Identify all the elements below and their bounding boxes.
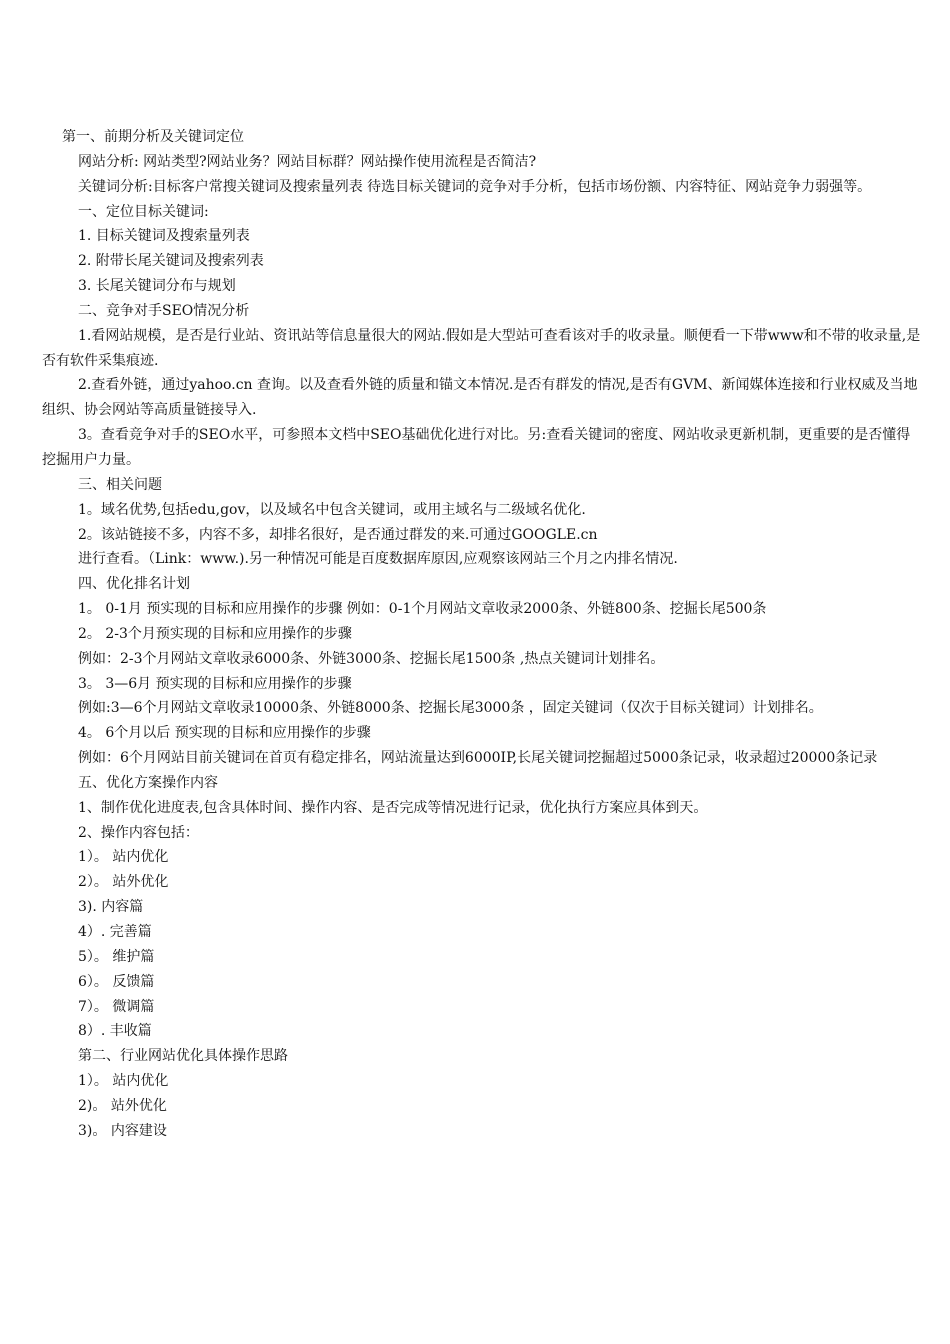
paragraph: 4）. 完善篇 xyxy=(78,924,152,940)
paragraph: 2.查看外链，通过yahoo.cn 查询。以及查看外链的质量和锚文本情况.是否有群发的情况,是否有GVM、新闻媒体连接和行业权威及当地组织、协会网站等高质量链接导入. xyxy=(42,377,918,419)
paragraph: 4。 6个月以后 预实现的目标和应用操作的步骤 xyxy=(78,725,371,742)
paragraph: 1.看网站规模，是否是行业站、资讯站等信息量很大的网站.假如是大型站可查看该对手的收录量。顺便看一下带www和不带的收录量,是否有软件采集痕迹. xyxy=(42,327,921,369)
paragraph: 1）。 站内优化 xyxy=(78,849,169,866)
paragraph: 五、优化方案操作内容 xyxy=(78,774,218,791)
paragraph: 例如：6个月网站目前关键词在首页有稳定排名，网站流量达到6000IP,长尾关键词挖掘超过5000条记录，收录超过20000条记录 xyxy=(78,750,878,767)
document-body xyxy=(42,125,922,1144)
paragraph: 3。查看竞争对手的SEO水平，可参照本文档中SEO基础优化进行对比。另:查看关键词的密度、网站收录更新机制，更重要的是否懂得挖掘用户力量。 xyxy=(42,427,911,468)
paragraph: 5）。 维护篇 xyxy=(78,948,155,965)
paragraph: 第二、行业网站优化具体操作思路 xyxy=(78,1048,288,1065)
paragraph: 1。 0-1月 预实现的目标和应用操作的步骤 例如：0-1个月网站文章收录2000条、外链800条、挖掘长尾500条 xyxy=(78,601,767,618)
paragraph: 三、相关问题 xyxy=(78,476,162,493)
paragraph: 2. 附带长尾关键词及搜索列表 xyxy=(78,253,264,270)
paragraph: 1、制作优化进度表,包含具体时间、操作内容、是否完成等情况进行记录，优化执行方案应具体到天。 xyxy=(78,799,708,816)
paragraph: 3)。 内容建设 xyxy=(78,1122,167,1139)
paragraph: 2、操作内容包括： xyxy=(78,824,199,841)
paragraph: 1. 目标关键词及搜索量列表 xyxy=(78,228,250,245)
paragraph: 3. 长尾关键词分布与规划 xyxy=(78,278,236,295)
paragraph: 进行查看。（Link：www.).另一种情况可能是百度数据库原因,应观察该网站三个月之内排名情况. xyxy=(78,551,678,568)
paragraph: 四、优化排名计划 xyxy=(78,576,190,593)
paragraph: 2）。 站外优化 xyxy=(78,874,169,891)
paragraph: 2。 2-3个月预实现的目标和应用操作的步骤 xyxy=(78,625,352,642)
section-title: 第一、前期分析及关键词定位 xyxy=(62,129,244,145)
paragraph: 3). 内容篇 xyxy=(78,899,144,916)
paragraph: 7）。 微调篇 xyxy=(78,998,155,1015)
paragraph: 1。域名优势,包括edu,gov，以及域名中包含关键词，或用主域名与二级域名优化. xyxy=(78,501,586,518)
paragraph: 2)。 站外优化 xyxy=(78,1097,167,1114)
paragraph: 二、竞争对手SEO情况分析 xyxy=(78,302,250,319)
paragraph: 例如:3—6个月网站文章收录10000条、外链8000条、挖掘长尾3000条 ，固定关键词（仅次于目标关键词）计划排名。 xyxy=(78,700,823,717)
paragraph: 例如：2-3个月网站文章收录6000条、外链3000条、挖掘长尾1500条 ,热点关键词计划排名。 xyxy=(78,650,665,667)
paragraph: 网站分析: 网站类型?网站业务？网站目标群？网站操作使用流程是否简洁? xyxy=(78,153,537,170)
paragraph: 8）. 丰收篇 xyxy=(78,1023,152,1040)
paragraph: 3。 3—6月 预实现的目标和应用操作的步骤 xyxy=(78,675,352,692)
paragraph: 关键词分析:目标客户常搜关键词及搜索量列表 待选目标关键词的竞争对手分析，包括市场份额、内容特征、网站竞争力弱强等。 xyxy=(78,178,872,195)
paragraph: 一、定位目标关键词: xyxy=(78,203,209,220)
paragraph: 1）。 站内优化 xyxy=(78,1073,169,1090)
paragraph: 2。该站链接不多，内容不多，却排名很好，是否通过群发的来.可通过GOOGLE.cn xyxy=(78,526,598,543)
paragraph: 6）。 反馈篇 xyxy=(78,973,155,990)
